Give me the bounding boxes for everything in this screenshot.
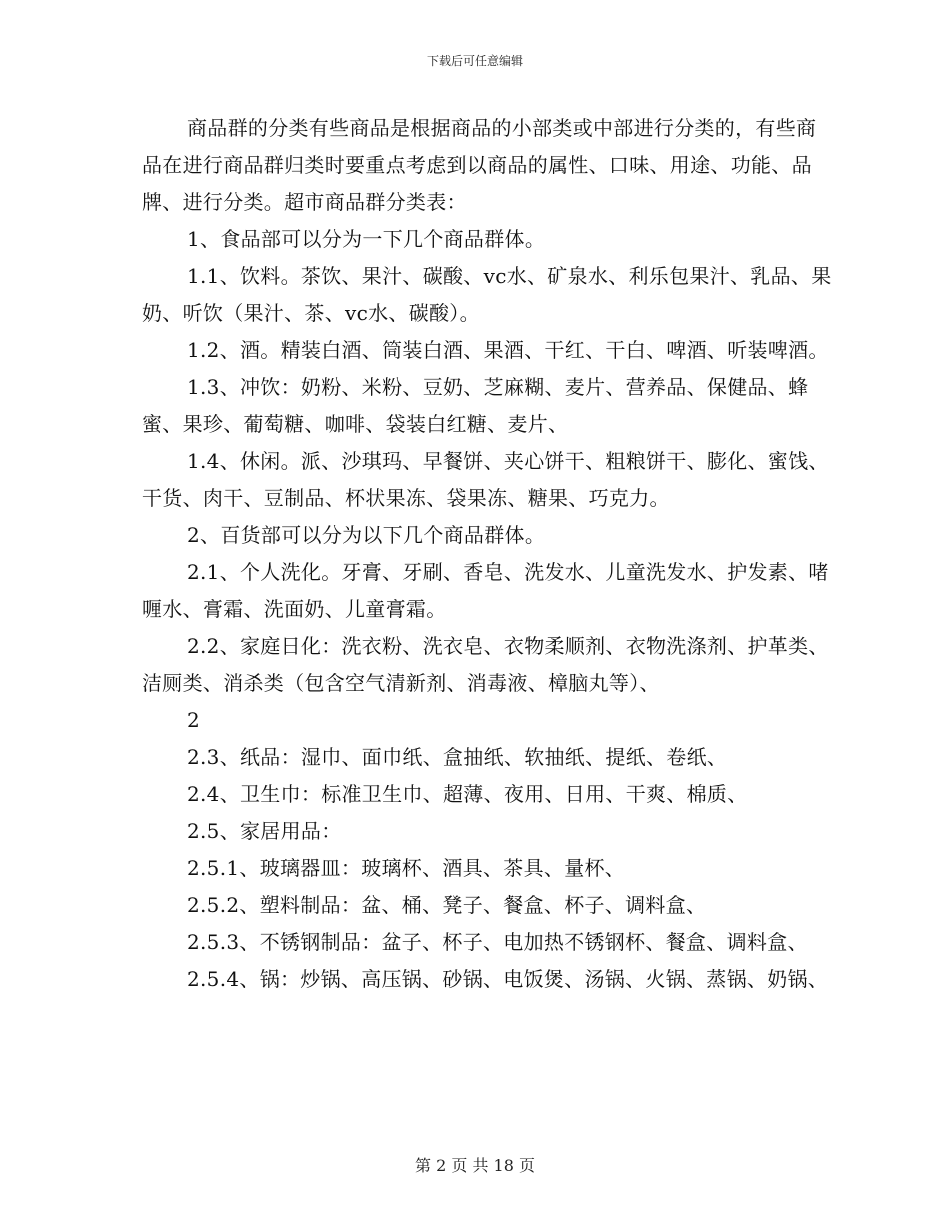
paragraph-pots: 2.5.4、锅：炒锅、高压锅、砂锅、电饭煲、汤锅、火锅、蒸锅、奶锅、 (187, 967, 829, 991)
paragraph-stray-number: 2 (187, 708, 201, 732)
paragraph-intro: 商品群的分类有些商品是根据商品的小部类或中部进行分类的，有些商品在进行商品群归类时要重点考虑到以商品的属性、口味、用途、功能、品牌、进行分类。超市商品群分类表： (142, 116, 817, 214)
paragraph-paper-products: 2.3、纸品：湿巾、面巾纸、盒抽纸、软抽纸、提纸、卷纸、 (187, 745, 728, 769)
paragraph-food-dept: 1、食品部可以分为一下几个商品群体。 (187, 227, 546, 251)
paragraph-stainless-goods: 2.5.3、不锈钢制品：盆子、杯子、电加热不锈钢杯、餐盒、调料盒、 (187, 930, 808, 954)
paragraph-plastic-goods: 2.5.2、塑料制品：盆、桶、凳子、餐盒、杯子、调料盒、 (187, 893, 707, 917)
paragraph-general-merch-dept: 2、百货部可以分为以下几个商品群体。 (187, 523, 546, 547)
page-header: 下载后可任意编辑 (426, 54, 523, 68)
paragraph-glassware: 2.5.1、玻璃器皿：玻璃杯、酒具、茶具、量杯、 (187, 856, 626, 880)
paragraph-household-chemicals: 2.2、家庭日化：洗衣粉、洗衣皂、衣物柔顺剂、衣物洗涤剂、护革类、洁厕类、消杀类（包含空气清新剂、消毒液、樟脑丸等）、 (142, 634, 829, 695)
paragraph-beverages: 1.1、饮料。茶饮、果汁、碳酸、vc水、矿泉水、利乐包果汁、乳品、果奶、听饮（果汁、茶、vc水、碳酸）。 (142, 264, 832, 325)
document-body (142, 110, 832, 998)
paragraph-sanitary-pads: 2.4、卫生巾：标准卫生巾、超薄、夜用、日用、干爽、棉质、 (187, 782, 748, 806)
paragraph-liquor: 1.2、酒。精装白酒、筒装白酒、果酒、干红、干白、啤酒、听装啤酒。 (187, 338, 829, 362)
paragraph-snacks: 1.4、休闲。派、沙琪玛、早餐饼、夹心饼干、粗粮饼干、膨化、蜜饯、干货、肉干、豆制品、杯状果冻、袋果冻、糖果、巧克力。 (142, 449, 829, 510)
paragraph-personal-care: 2.1、个人洗化。牙膏、牙刷、香皂、洗发水、儿童洗发水、护发素、啫喱水、膏霜、洗面奶、儿童膏霜。 (142, 560, 829, 621)
paragraph-home-goods: 2.5、家居用品： (187, 819, 342, 843)
page-footer: 第 2 页 共 18 页 (415, 1156, 535, 1175)
paragraph-instant-drinks: 1.3、冲饮：奶粉、米粉、豆奶、芝麻糊、麦片、营养品、保健品、蜂蜜、果珍、葡萄糖、咖啡、袋装白红糖、麦片、 (142, 375, 809, 436)
